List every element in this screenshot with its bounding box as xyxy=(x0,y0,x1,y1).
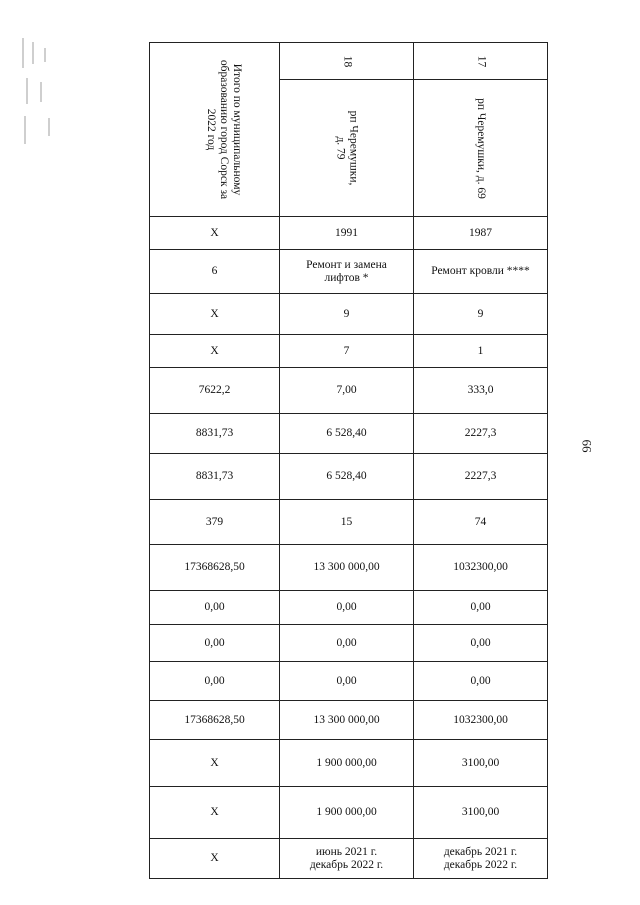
cell-text-line: июнь 2021 г. xyxy=(315,845,378,858)
cell-text-line: 9 xyxy=(477,307,484,320)
house-69-cell xyxy=(414,701,548,740)
header-label-line: д. 79 xyxy=(334,136,347,160)
cell-text: X xyxy=(210,806,219,818)
header-label-line: образованию город Сорск за xyxy=(218,59,231,200)
house-69-cell xyxy=(414,545,548,591)
table-row xyxy=(150,787,548,839)
cell-text-line: 13 300 000,00 xyxy=(313,713,380,726)
cell-text-line: декабрь 2022 г. xyxy=(309,858,384,871)
cell-text: X xyxy=(210,756,219,769)
header-col-name xyxy=(280,80,414,217)
cell-text-line: 3100,00 xyxy=(461,756,500,769)
cell-text-line: 0,00 xyxy=(470,636,491,649)
header-label-line: рп Черемушки, xyxy=(347,110,360,186)
cell-text-line: 1991 xyxy=(335,226,358,239)
house-69-cell xyxy=(414,662,548,701)
cell-text: X xyxy=(210,307,219,320)
total-cell xyxy=(150,740,280,787)
house-79-cell xyxy=(280,591,414,625)
header-label-line: рп Черемушки, д. 69 xyxy=(475,97,487,199)
cell-text: X xyxy=(210,226,219,239)
cell-text-line: 1 900 000,00 xyxy=(316,806,377,818)
table-row xyxy=(150,250,548,294)
table-row xyxy=(150,662,548,701)
cell-text-line: 74 xyxy=(474,515,487,528)
header-total-cell xyxy=(150,43,280,217)
house-69-cell xyxy=(414,625,548,662)
house-79-cell xyxy=(280,500,414,545)
header-col-name xyxy=(414,80,548,217)
cell-text-line: 1987 xyxy=(469,226,492,239)
cell-text: X xyxy=(210,852,219,864)
column-number-18: 18 xyxy=(341,55,353,67)
cell-text-line: 13 300 000,00 xyxy=(313,561,380,573)
cell-text-line: Ремонт кровли **** xyxy=(431,265,530,277)
header-label-line: 2022 год xyxy=(205,108,218,151)
header-col-number xyxy=(280,43,414,80)
cell-text-line: 2227,3 xyxy=(464,470,497,482)
cell-text-line: декабрь 2022 г. xyxy=(443,858,518,871)
house-79-cell xyxy=(280,740,414,787)
table-row xyxy=(150,335,548,368)
cell-text: 8831,73 xyxy=(195,470,234,482)
cell-text-line: декабрь 2021 г. xyxy=(443,845,518,858)
total-cell xyxy=(150,414,280,454)
house-69-cell xyxy=(414,787,548,839)
cell-text: 0,00 xyxy=(204,636,225,649)
house-69-cell xyxy=(414,250,548,294)
table-row xyxy=(150,591,548,625)
house-69-cell xyxy=(414,500,548,545)
table-row xyxy=(150,217,548,250)
column-name-address xyxy=(334,111,360,186)
house-69-cell xyxy=(414,740,548,787)
table-row xyxy=(150,545,548,591)
data-table xyxy=(149,42,548,879)
table-row xyxy=(150,414,548,454)
house-79-cell xyxy=(280,454,414,500)
table-row xyxy=(150,625,548,662)
cell-text-line: 7,00 xyxy=(336,384,357,396)
house-79-cell xyxy=(280,545,414,591)
cell-text: 0,00 xyxy=(204,674,225,687)
scan-artifact xyxy=(18,38,66,150)
total-cell xyxy=(150,217,280,250)
house-79-cell xyxy=(280,625,414,662)
total-cell xyxy=(150,625,280,662)
house-79-cell xyxy=(280,787,414,839)
table-row xyxy=(150,454,548,500)
house-69-cell xyxy=(414,368,548,414)
cell-text: X xyxy=(210,344,219,357)
house-79-cell xyxy=(280,294,414,335)
cell-text-line: 0,00 xyxy=(336,601,357,613)
cell-text-line: 1 xyxy=(477,344,484,357)
cell-text-line: 2227,3 xyxy=(464,427,497,439)
total-cell xyxy=(150,500,280,545)
cell-text: 0,00 xyxy=(204,601,225,613)
house-69-cell xyxy=(414,454,548,500)
house-69-cell xyxy=(414,414,548,454)
house-79-cell xyxy=(280,217,414,250)
house-69-cell xyxy=(414,591,548,625)
cell-text-line: 9 xyxy=(343,307,350,320)
column-number-17: 17 xyxy=(475,55,487,67)
house-79-cell xyxy=(280,250,414,294)
cell-text: 8831,73 xyxy=(195,427,234,439)
cell-text-line: лифтов * xyxy=(324,271,369,284)
house-79-cell xyxy=(280,335,414,368)
total-cell xyxy=(150,250,280,294)
house-69-cell xyxy=(414,294,548,335)
total-cell xyxy=(150,294,280,335)
house-69-cell xyxy=(414,335,548,368)
column-name-address xyxy=(474,98,487,199)
house-79-cell xyxy=(280,839,414,879)
total-cell xyxy=(150,591,280,625)
house-69-cell xyxy=(414,839,548,879)
header-col-number xyxy=(414,43,548,80)
cell-text-line: 0,00 xyxy=(336,636,357,649)
total-cell xyxy=(150,545,280,591)
cell-text: 17368628,50 xyxy=(184,713,245,726)
cell-text-line: 15 xyxy=(340,515,353,528)
cell-text-line: 1032300,00 xyxy=(453,561,508,573)
cell-text: 6 xyxy=(211,265,218,277)
total-cell xyxy=(150,701,280,740)
table-row xyxy=(150,294,548,335)
cell-text-line: 7 xyxy=(343,344,350,357)
house-79-cell xyxy=(280,701,414,740)
total-cell xyxy=(150,662,280,701)
table-row xyxy=(150,368,548,414)
page-number: 66 xyxy=(579,439,595,453)
cell-text-line: 1032300,00 xyxy=(453,713,508,726)
total-cell xyxy=(150,787,280,839)
total-cell xyxy=(150,839,280,879)
total-cell xyxy=(150,368,280,414)
total-cell xyxy=(150,335,280,368)
cell-text-line: 0,00 xyxy=(470,601,491,613)
cell-text-line: Ремонт и замена xyxy=(306,258,387,271)
cell-text: 379 xyxy=(205,515,224,528)
house-79-cell xyxy=(280,662,414,701)
header-number-row xyxy=(150,43,548,80)
cell-text-line: 6 528,40 xyxy=(326,470,367,482)
house-79-cell xyxy=(280,368,414,414)
house-79-cell xyxy=(280,414,414,454)
total-cell xyxy=(150,454,280,500)
cell-text-line: 6 528,40 xyxy=(326,427,367,439)
table-row xyxy=(150,500,548,545)
cell-text-line: 1 900 000,00 xyxy=(316,756,377,769)
cell-text-line: 0,00 xyxy=(336,674,357,687)
header-label-line: Итого по муниципальному xyxy=(231,63,244,196)
cell-text: 17368628,50 xyxy=(184,561,245,573)
header-total-label xyxy=(204,60,243,199)
table-row xyxy=(150,839,548,879)
cell-text-line: 3100,00 xyxy=(461,806,500,818)
cell-text-line: 333,0 xyxy=(467,384,494,396)
cell-text: 7622,2 xyxy=(198,384,231,396)
cell-text-line: 0,00 xyxy=(470,674,491,687)
table-row xyxy=(150,740,548,787)
table-row xyxy=(150,701,548,740)
house-69-cell xyxy=(414,217,548,250)
